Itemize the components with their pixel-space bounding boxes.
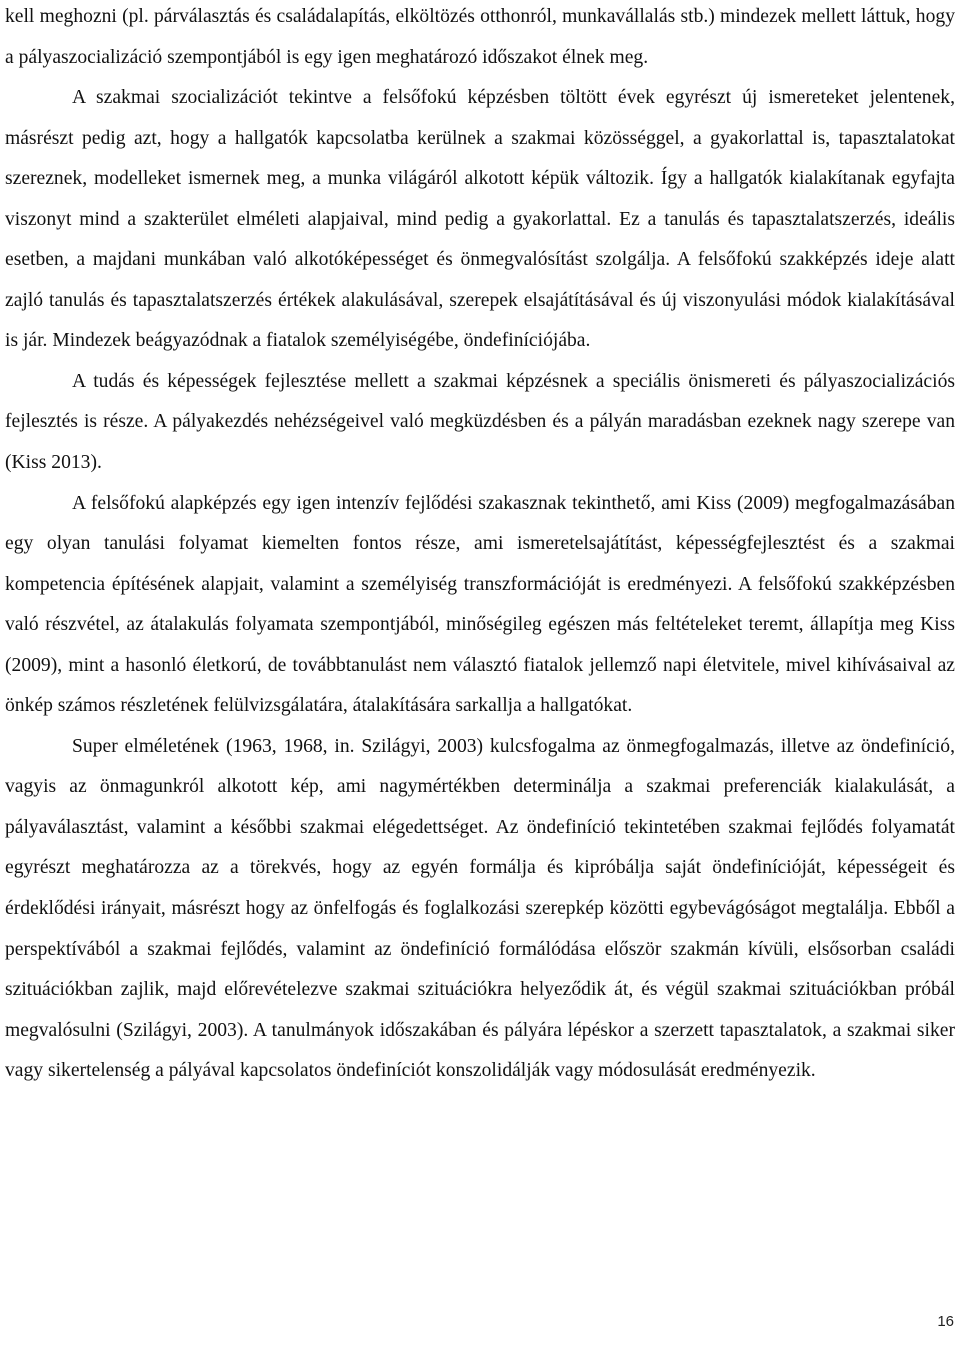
- body-text: [5, 0, 955, 1092]
- paragraph-professional-socialization: A szakmai szocializációt tekintve a felsőfokú képzésben töltött évek egyrészt új ismereteket jelentenek, másrészt pedig azt, hogy a hallgatók kapcsolatba kerülnek a szakmai közösséggel, a gyakorlattal is, tapasztalatokat szereznek, modelleket ismernek meg, a munka világáról alkotott képük változik. Így a hallgatók kialakítanak egyfajta viszonyt mind a szakterület elméleti alapjaival, mind pedig a gyakorlattal. Ez a tanulás és tapasztalatszerzés, ideális esetben, a majdani munkában való alkotóképességet és önmegvalósítást szolgálja. A felsőfokú szakképzés ideje alatt zajló tanulás és tapasztalatszerzés értékek alakulásával, szerepek elsajátításával és új viszonyulási módok kialakításával is jár. Mindezek beágyazódnak a fiatalok személyiségébe, öndefiníciójába.: [5, 87, 955, 352]
- page-number: 16: [937, 1313, 954, 1330]
- paragraph-skills-development: A tudás és képességek fejlesztése mellett a szakmai képzésnek a speciális önismereti és pályaszocializációs fejlesztés is része. A pályakezdés nehézségeivel való megküzdésben és a pályán maradásban ezeknek nagy szerepe van (Kiss 2013).: [5, 370, 955, 474]
- paragraph-super-theory: Super elméletének (1963, 1968, in. Szilágyi, 2003) kulcsfogalma az önmegfogalmazás, illetve az öndefiníció, vagyis az önmagunkról alkotott kép, ami nagymértékben determinálja a szakmai preferenciák kialakulását, a pályaválasztást, valamint a későbbi szakmai elégedettséget. Az öndefiníció tekintetében szakmai fejlődés folyamatát egyrészt meghatározza az a törekvés, hogy az egyén formálja és kipróbálja saját öndefinícióját, képességeit és érdeklődési irányait, másrészt hogy az önfelfogás és foglalkozási szerepkép közötti egybevágóságot megtalálja. Ebből a perspektívából a szakmai fejlődés, valamint az öndefiníció formálódása először szakmán kívüli, elsősorban családi szituációkban zajlik, majd előrevételezve szakmai szituációkra helyeződik át, és végül szakmai szituációkban próbál megvalósulni (Szilágyi, 2003). A tanulmányok időszakában és pályára lépéskor a szerzett tapasztalatok, a szakmai siker vagy sikertelenség a pályával kapcsolatos öndefiníciót konszolidálják vagy módosulását eredményezik.: [5, 735, 955, 1082]
- paragraph-higher-education: A felsőfokú alapképzés egy igen intenzív fejlődési szakasznak tekinthető, ami Kiss (2009) megfogalmazásában egy olyan tanulási folyamat kiemelten fontos része, ami ismeretelsajátítást, képességfejlesztést és a szakmai kompetencia építésének alapjait, valamint a személyiség transzformációját is eredményezi. A felsőfokú szakképzésben való részvétel, az átalakulás folyamata szempontjából, minőségileg egészen más feltételeket teremt, állapítja meg Kiss (2009), mint a hasonló életkorú, de továbbtanulást nem választó fiatalok jellemző napi életvitele, mivel kihívásaival az önkép számos részletének felülvizsgálatára, átalakítására sarkallja a hallgatókat.: [5, 492, 955, 717]
- paragraph-continuation: kell meghozni (pl. párválasztás és családalapítás, elköltözés otthonról, munkavállalás stb.) mindezek mellett láttuk, hogy a pályaszocializáció szempontjából is egy igen meghatározó időszakot élnek meg.: [5, 6, 955, 68]
